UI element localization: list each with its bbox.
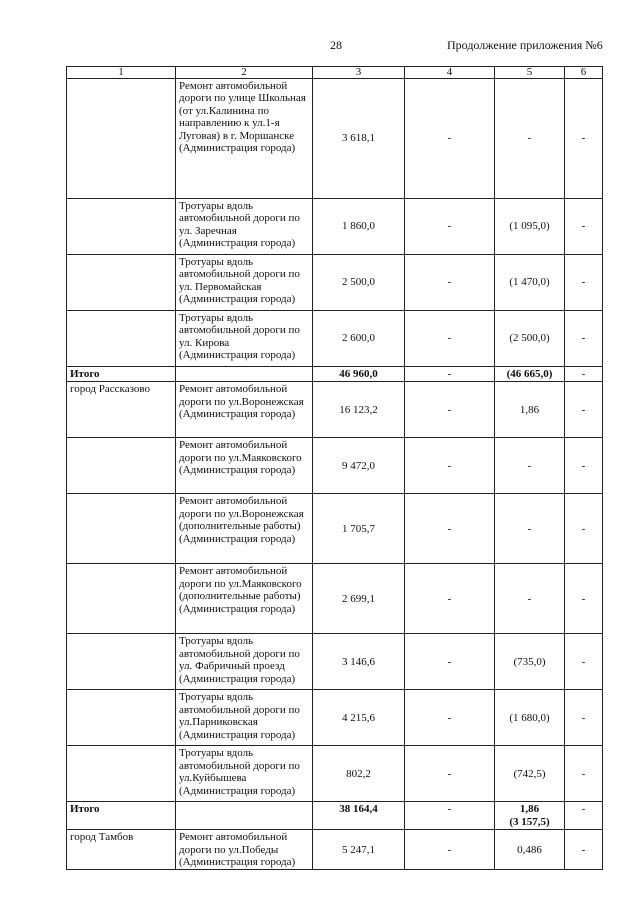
col4-cell: - <box>405 746 495 802</box>
col6-cell: - <box>565 494 603 564</box>
table-row <box>67 438 603 494</box>
col6-cell: - <box>565 564 603 634</box>
table-body <box>67 79 603 870</box>
amount-cell: 2 699,1 <box>313 564 405 634</box>
col6-cell: - <box>565 634 603 690</box>
col6-cell: - <box>565 830 603 870</box>
amount-cell: 3 618,1 <box>313 79 405 199</box>
total-row <box>67 367 603 382</box>
description-cell: Ремонт автомобильной дороги по ул.Победы (Администрация города) <box>176 830 313 870</box>
table-row <box>67 79 603 199</box>
description-cell: Тротуары вдоль автомобильной дороги по ул. Первомайская (Администрация города) <box>176 255 313 311</box>
col4-cell: - <box>405 438 495 494</box>
description-cell: Ремонт автомобильной дороги по улице Школьная (от ул.Калинина по направлению к ул.1-я Луговая) в г. Моршанске (Администрация города) <box>176 79 313 199</box>
col-header-1: 1 <box>67 67 176 79</box>
amount-cell: 4 215,6 <box>313 690 405 746</box>
city-cell <box>67 494 176 564</box>
col4-cell: - <box>405 802 495 830</box>
city-cell: Итого <box>67 802 176 830</box>
city-cell <box>67 79 176 199</box>
col-header-6: 6 <box>565 67 603 79</box>
col5-cell: 1,86 <box>495 382 565 438</box>
description-cell <box>176 802 313 830</box>
city-cell <box>67 311 176 367</box>
col6-cell: - <box>565 802 603 830</box>
table-row <box>67 199 603 255</box>
col5-cell: 1,86 (3 157,5) <box>495 802 565 830</box>
table-row <box>67 311 603 367</box>
col-header-2: 2 <box>176 67 313 79</box>
col6-cell: - <box>565 255 603 311</box>
description-cell: Ремонт автомобильной дороги по ул.Маяковского (Администрация города) <box>176 438 313 494</box>
col6-cell: - <box>565 438 603 494</box>
description-cell: Ремонт автомобильной дороги по ул.Воронежская (дополнительные работы) (Администрация города) <box>176 494 313 564</box>
description-cell <box>176 367 313 382</box>
col5-cell: - <box>495 494 565 564</box>
description-cell: Тротуары вдоль автомобильной дороги по ул.Парниковская (Администрация города) <box>176 690 313 746</box>
col4-cell: - <box>405 382 495 438</box>
col6-cell: - <box>565 382 603 438</box>
col4-cell: - <box>405 199 495 255</box>
amount-cell: 46 960,0 <box>313 367 405 382</box>
city-cell <box>67 564 176 634</box>
col6-cell: - <box>565 79 603 199</box>
col-header-5: 5 <box>495 67 565 79</box>
col4-cell: - <box>405 255 495 311</box>
city-cell: город Тамбов <box>67 830 176 870</box>
col5-cell: - <box>495 438 565 494</box>
col6-cell: - <box>565 690 603 746</box>
description-cell: Тротуары вдоль автомобильной дороги по ул. Фабричный проезд (Администрация города) <box>176 634 313 690</box>
col5-cell: (2 500,0) <box>495 311 565 367</box>
amount-cell: 16 123,2 <box>313 382 405 438</box>
col5-cell: (1 680,0) <box>495 690 565 746</box>
description-cell: Ремонт автомобильной дороги по ул.Маяковского (дополнительные работы) (Администрация города) <box>176 564 313 634</box>
table-row <box>67 564 603 634</box>
page-number: 28 <box>330 38 342 52</box>
col4-cell: - <box>405 690 495 746</box>
city-cell: Итого <box>67 367 176 382</box>
col4-cell: - <box>405 564 495 634</box>
amount-cell: 802,2 <box>313 746 405 802</box>
amount-cell: 2 600,0 <box>313 311 405 367</box>
col6-cell: - <box>565 746 603 802</box>
amount-cell: 3 146,6 <box>313 634 405 690</box>
amount-cell: 5 247,1 <box>313 830 405 870</box>
col6-cell: - <box>565 199 603 255</box>
city-cell <box>67 634 176 690</box>
col5-cell: (1 095,0) <box>495 199 565 255</box>
table-row <box>67 634 603 690</box>
amount-cell: 1 860,0 <box>313 199 405 255</box>
amount-cell: 38 164,4 <box>313 802 405 830</box>
col5-cell: - <box>495 79 565 199</box>
table-row <box>67 255 603 311</box>
description-cell: Тротуары вдоль автомобильной дороги по ул. Заречная (Администрация города) <box>176 199 313 255</box>
amount-cell: 9 472,0 <box>313 438 405 494</box>
col4-cell: - <box>405 311 495 367</box>
col4-cell: - <box>405 634 495 690</box>
city-cell <box>67 438 176 494</box>
description-cell: Тротуары вдоль автомобильной дороги по ул. Кирова (Администрация города) <box>176 311 313 367</box>
appendix-note: Продолжение приложения №6 <box>447 38 603 52</box>
amount-cell: 2 500,0 <box>313 255 405 311</box>
total-row <box>67 802 603 830</box>
table-row <box>67 746 603 802</box>
city-cell <box>67 746 176 802</box>
col-header-3: 3 <box>313 67 405 79</box>
col5-cell: (46 665,0) <box>495 367 565 382</box>
budget-table <box>66 66 603 870</box>
col6-cell: - <box>565 367 603 382</box>
description-cell: Тротуары вдоль автомобильной дороги по ул.Куйбышева (Администрация города) <box>176 746 313 802</box>
column-number-row <box>67 67 603 79</box>
col4-cell: - <box>405 79 495 199</box>
col5-cell: - <box>495 564 565 634</box>
table-row <box>67 494 603 564</box>
col4-cell: - <box>405 367 495 382</box>
col5-cell: (735,0) <box>495 634 565 690</box>
col4-cell: - <box>405 830 495 870</box>
col6-cell: - <box>565 311 603 367</box>
col5-cell: (1 470,0) <box>495 255 565 311</box>
table-row <box>67 830 603 870</box>
col-header-4: 4 <box>405 67 495 79</box>
amount-cell: 1 705,7 <box>313 494 405 564</box>
city-cell <box>67 199 176 255</box>
col4-cell: - <box>405 494 495 564</box>
table-row <box>67 690 603 746</box>
city-cell <box>67 255 176 311</box>
description-cell: Ремонт автомобильной дороги по ул.Воронежская (Администрация города) <box>176 382 313 438</box>
city-cell: город Рассказово <box>67 382 176 438</box>
city-cell <box>67 690 176 746</box>
col5-cell: (742,5) <box>495 746 565 802</box>
col5-cell: 0,486 <box>495 830 565 870</box>
table-row <box>67 382 603 438</box>
